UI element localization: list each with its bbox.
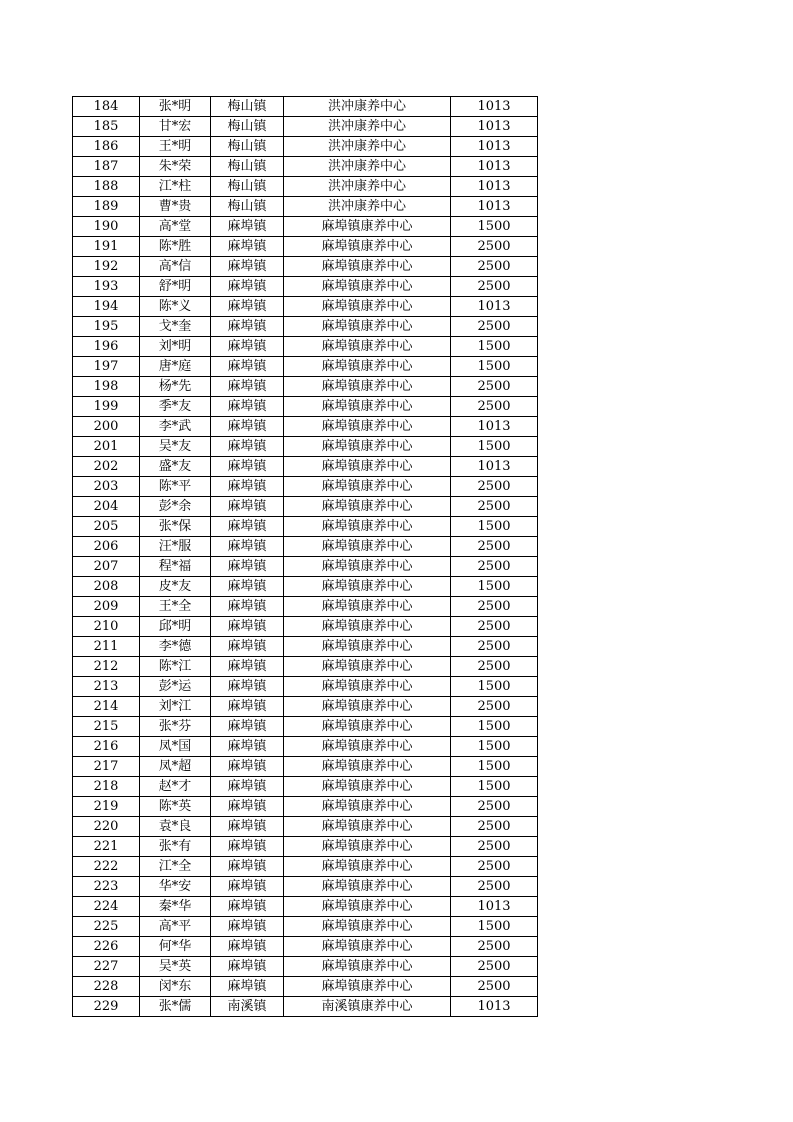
amount-cell: 2500 — [451, 637, 538, 657]
town-cell: 麻埠镇 — [211, 977, 284, 997]
town-cell: 梅山镇 — [211, 137, 284, 157]
table-row — [73, 537, 538, 557]
care-center-cell: 麻埠镇康养中心 — [284, 437, 451, 457]
town-cell: 麻埠镇 — [211, 917, 284, 937]
person-name-cell: 何*华 — [140, 937, 211, 957]
row-number-cell: 197 — [73, 357, 140, 377]
row-number-cell: 218 — [73, 777, 140, 797]
table-row — [73, 397, 538, 417]
town-cell: 麻埠镇 — [211, 737, 284, 757]
amount-cell: 2500 — [451, 397, 538, 417]
table-row — [73, 857, 538, 877]
care-center-cell: 麻埠镇康养中心 — [284, 817, 451, 837]
table-row — [73, 317, 538, 337]
row-number-cell: 201 — [73, 437, 140, 457]
table-row — [73, 897, 538, 917]
care-center-cell: 麻埠镇康养中心 — [284, 857, 451, 877]
person-name-cell: 江*全 — [140, 857, 211, 877]
care-center-cell: 麻埠镇康养中心 — [284, 717, 451, 737]
row-number-cell: 217 — [73, 757, 140, 777]
row-number-cell: 194 — [73, 297, 140, 317]
care-center-cell: 洪冲康养中心 — [284, 117, 451, 137]
care-center-cell: 麻埠镇康养中心 — [284, 217, 451, 237]
table-row — [73, 997, 538, 1017]
care-center-cell: 麻埠镇康养中心 — [284, 497, 451, 517]
care-center-cell: 麻埠镇康养中心 — [284, 957, 451, 977]
row-number-cell: 211 — [73, 637, 140, 657]
row-number-cell: 220 — [73, 817, 140, 837]
table-row — [73, 217, 538, 237]
amount-cell: 1013 — [451, 157, 538, 177]
table-row — [73, 697, 538, 717]
table-row — [73, 977, 538, 997]
person-name-cell: 高*信 — [140, 257, 211, 277]
care-center-cell: 麻埠镇康养中心 — [284, 897, 451, 917]
town-cell: 麻埠镇 — [211, 877, 284, 897]
table-row — [73, 657, 538, 677]
town-cell: 麻埠镇 — [211, 857, 284, 877]
amount-cell: 1013 — [451, 97, 538, 117]
town-cell: 麻埠镇 — [211, 557, 284, 577]
care-center-cell: 麻埠镇康养中心 — [284, 237, 451, 257]
care-center-cell: 麻埠镇康养中心 — [284, 277, 451, 297]
table-row — [73, 837, 538, 857]
care-center-cell: 麻埠镇康养中心 — [284, 757, 451, 777]
town-cell: 麻埠镇 — [211, 957, 284, 977]
town-cell: 麻埠镇 — [211, 437, 284, 457]
town-cell: 麻埠镇 — [211, 897, 284, 917]
care-center-cell: 麻埠镇康养中心 — [284, 577, 451, 597]
care-center-cell: 麻埠镇康养中心 — [284, 257, 451, 277]
row-number-cell: 227 — [73, 957, 140, 977]
row-number-cell: 209 — [73, 597, 140, 617]
person-name-cell: 刘*江 — [140, 697, 211, 717]
table-row — [73, 817, 538, 837]
table-row — [73, 597, 538, 617]
amount-cell: 1013 — [451, 897, 538, 917]
care-center-cell: 麻埠镇康养中心 — [284, 597, 451, 617]
care-center-cell: 洪冲康养中心 — [284, 177, 451, 197]
town-cell: 麻埠镇 — [211, 837, 284, 857]
amount-cell: 1013 — [451, 297, 538, 317]
town-cell: 麻埠镇 — [211, 397, 284, 417]
person-name-cell: 赵*才 — [140, 777, 211, 797]
town-cell: 麻埠镇 — [211, 497, 284, 517]
care-center-cell: 麻埠镇康养中心 — [284, 357, 451, 377]
row-number-cell: 208 — [73, 577, 140, 597]
care-center-cell: 麻埠镇康养中心 — [284, 457, 451, 477]
person-name-cell: 朱*荣 — [140, 157, 211, 177]
person-name-cell: 张*有 — [140, 837, 211, 857]
table-row — [73, 637, 538, 657]
care-center-cell: 麻埠镇康养中心 — [284, 937, 451, 957]
care-center-cell: 麻埠镇康养中心 — [284, 397, 451, 417]
amount-cell: 1500 — [451, 517, 538, 537]
amount-cell: 1013 — [451, 417, 538, 437]
town-cell: 麻埠镇 — [211, 517, 284, 537]
person-name-cell: 陈*胜 — [140, 237, 211, 257]
amount-cell: 1500 — [451, 217, 538, 237]
person-name-cell: 吴*英 — [140, 957, 211, 977]
table-row — [73, 777, 538, 797]
amount-cell: 2500 — [451, 477, 538, 497]
care-center-cell: 洪冲康养中心 — [284, 137, 451, 157]
town-cell: 麻埠镇 — [211, 937, 284, 957]
person-name-cell: 刘*明 — [140, 337, 211, 357]
amount-cell: 2500 — [451, 857, 538, 877]
person-name-cell: 凤*超 — [140, 757, 211, 777]
table-row — [73, 757, 538, 777]
table-row — [73, 277, 538, 297]
row-number-cell: 221 — [73, 837, 140, 857]
amount-cell: 2500 — [451, 557, 538, 577]
person-name-cell: 张*明 — [140, 97, 211, 117]
row-number-cell: 229 — [73, 997, 140, 1017]
row-number-cell: 224 — [73, 897, 140, 917]
row-number-cell: 188 — [73, 177, 140, 197]
amount-cell: 2500 — [451, 597, 538, 617]
table-row — [73, 297, 538, 317]
row-number-cell: 184 — [73, 97, 140, 117]
amount-cell: 1500 — [451, 777, 538, 797]
row-number-cell: 215 — [73, 717, 140, 737]
table-row — [73, 197, 538, 217]
care-center-cell: 麻埠镇康养中心 — [284, 677, 451, 697]
row-number-cell: 222 — [73, 857, 140, 877]
row-number-cell: 204 — [73, 497, 140, 517]
table-row — [73, 117, 538, 137]
table-row — [73, 237, 538, 257]
table-row — [73, 257, 538, 277]
row-number-cell: 202 — [73, 457, 140, 477]
amount-cell: 1500 — [451, 577, 538, 597]
row-number-cell: 206 — [73, 537, 140, 557]
town-cell: 麻埠镇 — [211, 417, 284, 437]
row-number-cell: 216 — [73, 737, 140, 757]
town-cell: 梅山镇 — [211, 177, 284, 197]
town-cell: 麻埠镇 — [211, 297, 284, 317]
amount-cell: 2500 — [451, 837, 538, 857]
person-name-cell: 彭*余 — [140, 497, 211, 517]
town-cell: 麻埠镇 — [211, 697, 284, 717]
table-row — [73, 957, 538, 977]
person-name-cell: 高*堂 — [140, 217, 211, 237]
row-number-cell: 210 — [73, 617, 140, 637]
table-row — [73, 97, 538, 117]
amount-cell: 2500 — [451, 277, 538, 297]
amount-cell: 2500 — [451, 817, 538, 837]
table-row — [73, 457, 538, 477]
table-row — [73, 737, 538, 757]
person-name-cell: 秦*华 — [140, 897, 211, 917]
person-name-cell: 吴*友 — [140, 437, 211, 457]
person-name-cell: 唐*庭 — [140, 357, 211, 377]
person-name-cell: 曹*贵 — [140, 197, 211, 217]
amount-cell: 2500 — [451, 877, 538, 897]
row-number-cell: 195 — [73, 317, 140, 337]
town-cell: 麻埠镇 — [211, 657, 284, 677]
town-cell: 梅山镇 — [211, 197, 284, 217]
person-name-cell: 戈*奎 — [140, 317, 211, 337]
town-cell: 麻埠镇 — [211, 617, 284, 637]
person-name-cell: 李*德 — [140, 637, 211, 657]
row-number-cell: 200 — [73, 417, 140, 437]
amount-cell: 1500 — [451, 917, 538, 937]
care-center-cell: 麻埠镇康养中心 — [284, 637, 451, 657]
amount-cell: 1500 — [451, 757, 538, 777]
table-row — [73, 617, 538, 637]
amount-cell: 1500 — [451, 737, 538, 757]
amount-cell: 2500 — [451, 617, 538, 637]
town-cell: 麻埠镇 — [211, 797, 284, 817]
person-name-cell: 张*儒 — [140, 997, 211, 1017]
amount-cell: 1013 — [451, 997, 538, 1017]
table-row — [73, 937, 538, 957]
town-cell: 麻埠镇 — [211, 217, 284, 237]
data-table — [72, 96, 538, 1017]
care-center-cell: 麻埠镇康养中心 — [284, 537, 451, 557]
person-name-cell: 张*芬 — [140, 717, 211, 737]
person-name-cell: 李*武 — [140, 417, 211, 437]
person-name-cell: 王*明 — [140, 137, 211, 157]
row-number-cell: 203 — [73, 477, 140, 497]
table-row — [73, 577, 538, 597]
care-center-cell: 麻埠镇康养中心 — [284, 917, 451, 937]
amount-cell: 1500 — [451, 677, 538, 697]
person-name-cell: 凤*国 — [140, 737, 211, 757]
table-row — [73, 157, 538, 177]
amount-cell: 2500 — [451, 937, 538, 957]
person-name-cell: 陈*英 — [140, 797, 211, 817]
amount-cell: 1013 — [451, 117, 538, 137]
care-center-cell: 洪冲康养中心 — [284, 157, 451, 177]
amount-cell: 1013 — [451, 457, 538, 477]
table-row — [73, 437, 538, 457]
town-cell: 麻埠镇 — [211, 237, 284, 257]
table-row — [73, 497, 538, 517]
person-name-cell: 闵*东 — [140, 977, 211, 997]
row-number-cell: 214 — [73, 697, 140, 717]
town-cell: 麻埠镇 — [211, 477, 284, 497]
town-cell: 麻埠镇 — [211, 597, 284, 617]
town-cell: 麻埠镇 — [211, 637, 284, 657]
person-name-cell: 陈*义 — [140, 297, 211, 317]
amount-cell: 2500 — [451, 317, 538, 337]
town-cell: 麻埠镇 — [211, 757, 284, 777]
care-center-cell: 麻埠镇康养中心 — [284, 737, 451, 757]
table-row — [73, 677, 538, 697]
table-row — [73, 917, 538, 937]
table-row — [73, 797, 538, 817]
row-number-cell: 223 — [73, 877, 140, 897]
town-cell: 麻埠镇 — [211, 257, 284, 277]
row-number-cell: 225 — [73, 917, 140, 937]
row-number-cell: 190 — [73, 217, 140, 237]
row-number-cell: 226 — [73, 937, 140, 957]
table-row — [73, 417, 538, 437]
town-cell: 麻埠镇 — [211, 277, 284, 297]
town-cell: 麻埠镇 — [211, 537, 284, 557]
person-name-cell: 陈*江 — [140, 657, 211, 677]
care-center-cell: 麻埠镇康养中心 — [284, 977, 451, 997]
row-number-cell: 187 — [73, 157, 140, 177]
care-center-cell: 麻埠镇康养中心 — [284, 417, 451, 437]
person-name-cell: 江*柱 — [140, 177, 211, 197]
care-center-cell: 洪冲康养中心 — [284, 197, 451, 217]
amount-cell: 1500 — [451, 357, 538, 377]
amount-cell: 2500 — [451, 377, 538, 397]
person-name-cell: 杨*先 — [140, 377, 211, 397]
care-center-cell: 麻埠镇康养中心 — [284, 657, 451, 677]
town-cell: 麻埠镇 — [211, 677, 284, 697]
table-row — [73, 177, 538, 197]
town-cell: 麻埠镇 — [211, 717, 284, 737]
care-center-cell: 洪冲康养中心 — [284, 97, 451, 117]
row-number-cell: 189 — [73, 197, 140, 217]
amount-cell: 1013 — [451, 177, 538, 197]
row-number-cell: 185 — [73, 117, 140, 137]
amount-cell: 2500 — [451, 497, 538, 517]
town-cell: 梅山镇 — [211, 117, 284, 137]
row-number-cell: 199 — [73, 397, 140, 417]
town-cell: 麻埠镇 — [211, 377, 284, 397]
care-center-cell: 麻埠镇康养中心 — [284, 317, 451, 337]
amount-cell: 2500 — [451, 237, 538, 257]
table-row — [73, 517, 538, 537]
amount-cell: 2500 — [451, 797, 538, 817]
person-name-cell: 邱*明 — [140, 617, 211, 637]
amount-cell: 2500 — [451, 657, 538, 677]
care-center-cell: 麻埠镇康养中心 — [284, 557, 451, 577]
town-cell: 梅山镇 — [211, 157, 284, 177]
care-center-cell: 麻埠镇康养中心 — [284, 697, 451, 717]
care-center-cell: 麻埠镇康养中心 — [284, 797, 451, 817]
person-name-cell: 张*保 — [140, 517, 211, 537]
row-number-cell: 192 — [73, 257, 140, 277]
amount-cell: 2500 — [451, 697, 538, 717]
table-row — [73, 357, 538, 377]
amount-cell: 2500 — [451, 957, 538, 977]
town-cell: 麻埠镇 — [211, 777, 284, 797]
town-cell: 麻埠镇 — [211, 577, 284, 597]
row-number-cell: 219 — [73, 797, 140, 817]
amount-cell: 2500 — [451, 977, 538, 997]
person-name-cell: 盛*友 — [140, 457, 211, 477]
person-name-cell: 陈*平 — [140, 477, 211, 497]
person-name-cell: 舒*明 — [140, 277, 211, 297]
care-center-cell: 麻埠镇康养中心 — [284, 517, 451, 537]
person-name-cell: 程*福 — [140, 557, 211, 577]
care-center-cell: 麻埠镇康养中心 — [284, 297, 451, 317]
care-center-cell: 麻埠镇康养中心 — [284, 617, 451, 637]
amount-cell: 1500 — [451, 717, 538, 737]
care-center-cell: 麻埠镇康养中心 — [284, 477, 451, 497]
town-cell: 麻埠镇 — [211, 457, 284, 477]
person-name-cell: 季*友 — [140, 397, 211, 417]
table-row — [73, 477, 538, 497]
row-number-cell: 198 — [73, 377, 140, 397]
care-center-cell: 南溪镇康养中心 — [284, 997, 451, 1017]
care-center-cell: 麻埠镇康养中心 — [284, 777, 451, 797]
town-cell: 麻埠镇 — [211, 357, 284, 377]
person-name-cell: 汪*服 — [140, 537, 211, 557]
person-name-cell: 彭*运 — [140, 677, 211, 697]
person-name-cell: 袁*良 — [140, 817, 211, 837]
town-cell: 南溪镇 — [211, 997, 284, 1017]
row-number-cell: 213 — [73, 677, 140, 697]
amount-cell: 1500 — [451, 337, 538, 357]
person-name-cell: 皮*友 — [140, 577, 211, 597]
care-center-cell: 麻埠镇康养中心 — [284, 837, 451, 857]
town-cell: 麻埠镇 — [211, 317, 284, 337]
table-row — [73, 137, 538, 157]
table-body — [73, 97, 538, 1017]
row-number-cell: 207 — [73, 557, 140, 577]
table-row — [73, 377, 538, 397]
person-name-cell: 王*全 — [140, 597, 211, 617]
amount-cell: 2500 — [451, 537, 538, 557]
row-number-cell: 191 — [73, 237, 140, 257]
amount-cell: 1013 — [451, 197, 538, 217]
amount-cell: 1500 — [451, 437, 538, 457]
care-center-cell: 麻埠镇康养中心 — [284, 377, 451, 397]
amount-cell: 1013 — [451, 137, 538, 157]
row-number-cell: 212 — [73, 657, 140, 677]
care-center-cell: 麻埠镇康养中心 — [284, 337, 451, 357]
row-number-cell: 196 — [73, 337, 140, 357]
town-cell: 麻埠镇 — [211, 817, 284, 837]
row-number-cell: 193 — [73, 277, 140, 297]
row-number-cell: 186 — [73, 137, 140, 157]
person-name-cell: 华*安 — [140, 877, 211, 897]
care-center-cell: 麻埠镇康养中心 — [284, 877, 451, 897]
amount-cell: 2500 — [451, 257, 538, 277]
table-row — [73, 557, 538, 577]
row-number-cell: 228 — [73, 977, 140, 997]
table-row — [73, 337, 538, 357]
table-row — [73, 717, 538, 737]
person-name-cell: 高*平 — [140, 917, 211, 937]
table-row — [73, 877, 538, 897]
row-number-cell: 205 — [73, 517, 140, 537]
person-name-cell: 甘*宏 — [140, 117, 211, 137]
town-cell: 梅山镇 — [211, 97, 284, 117]
town-cell: 麻埠镇 — [211, 337, 284, 357]
